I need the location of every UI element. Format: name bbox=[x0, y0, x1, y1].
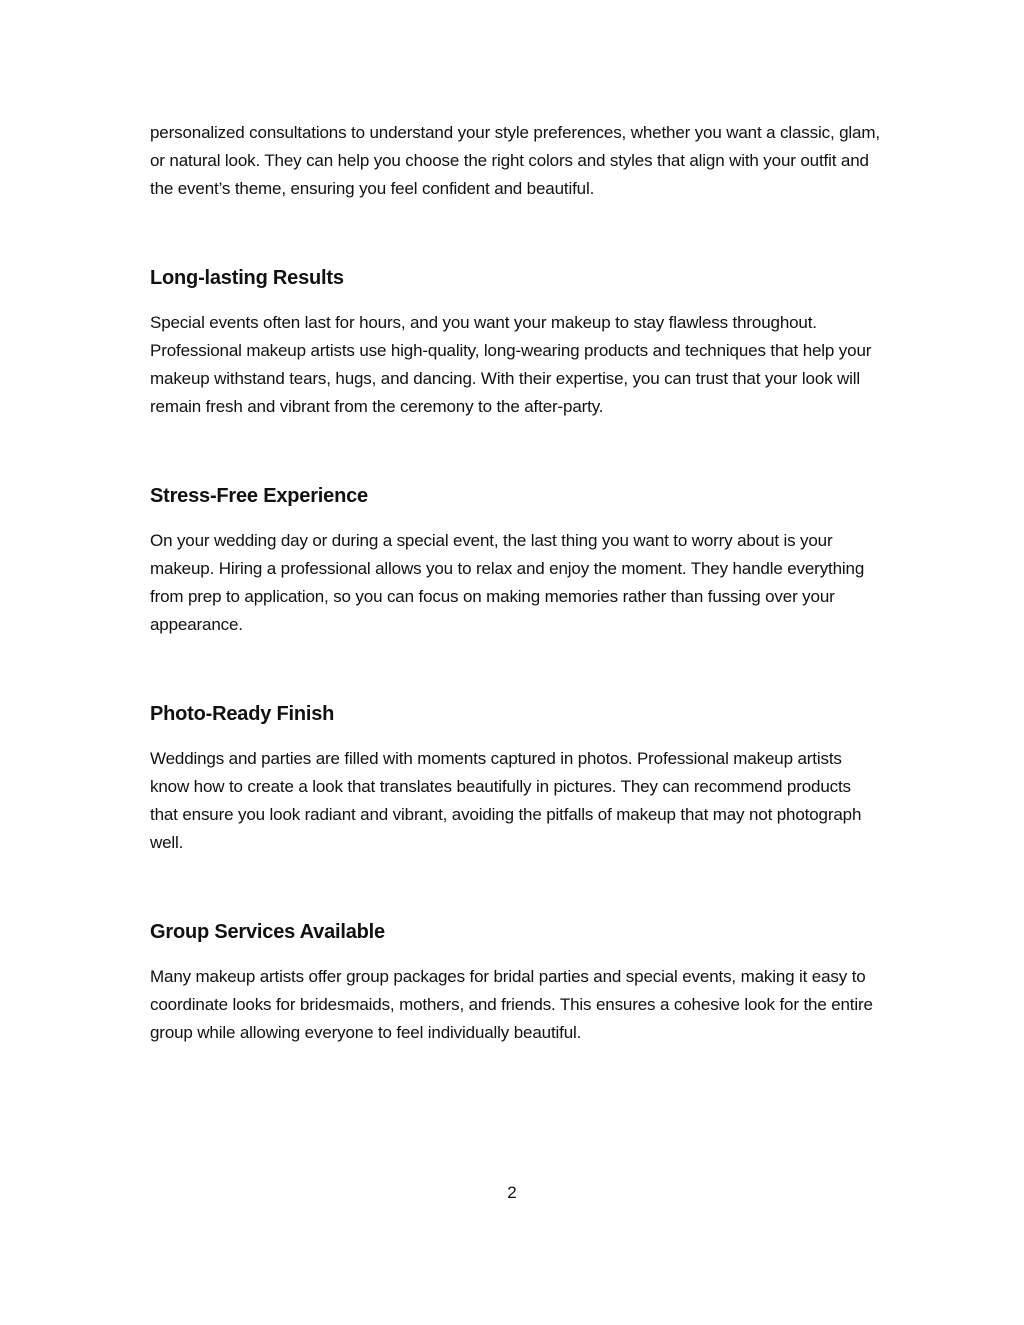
intro-paragraph: personalized consultations to understand your style preferences, whether you want a classic, glam, or natural look. They can help you choose the right colors and styles that align with your outfit and the event’s theme, ensuring you feel confident and beautiful. bbox=[150, 123, 880, 198]
section-long-lasting-results bbox=[150, 266, 880, 421]
page-content bbox=[150, 119, 880, 1047]
section-paragraph: Many makeup artists offer group packages for bridal parties and special events, making it easy to coordinate looks for bridesmaids, mothers, and friends. This ensures a cohesive look for the entire group while allowing everyone to feel individually beautiful. bbox=[150, 967, 873, 1042]
section-heading: Stress-Free Experience bbox=[150, 485, 368, 507]
section-paragraph: Special events often last for hours, and you want your makeup to stay flawless throughout. Professional makeup artists use high-quality, long-wearing products and techniques that help your makeup withstand tears, hugs, and dancing. With their expertise, you can trust that your look will remain fresh and vibrant from the ceremony to the after-party. bbox=[150, 313, 872, 416]
section-group-services-available bbox=[150, 920, 880, 1047]
page-number: 2 bbox=[507, 1183, 517, 1202]
section-paragraph: On your wedding day or during a special event, the last thing you want to worry about is your makeup. Hiring a professional allows you to relax and enjoy the moment. They handle everything from prep to application, so you can focus on making memories rather than fussing over your appearance. bbox=[150, 531, 865, 634]
section-paragraph: Weddings and parties are filled with moments captured in photos. Professional makeup artists know how to create a look that translates beautifully in pictures. They can recommend products that ensure you look radiant and vibrant, avoiding the pitfalls of makeup that may not photograph well. bbox=[150, 749, 862, 852]
section-heading: Long-lasting Results bbox=[150, 267, 344, 289]
section-photo-ready-finish bbox=[150, 702, 880, 857]
section-heading: Group Services Available bbox=[150, 921, 385, 943]
section-heading: Photo-Ready Finish bbox=[150, 703, 335, 725]
section-stress-free-experience bbox=[150, 484, 880, 639]
